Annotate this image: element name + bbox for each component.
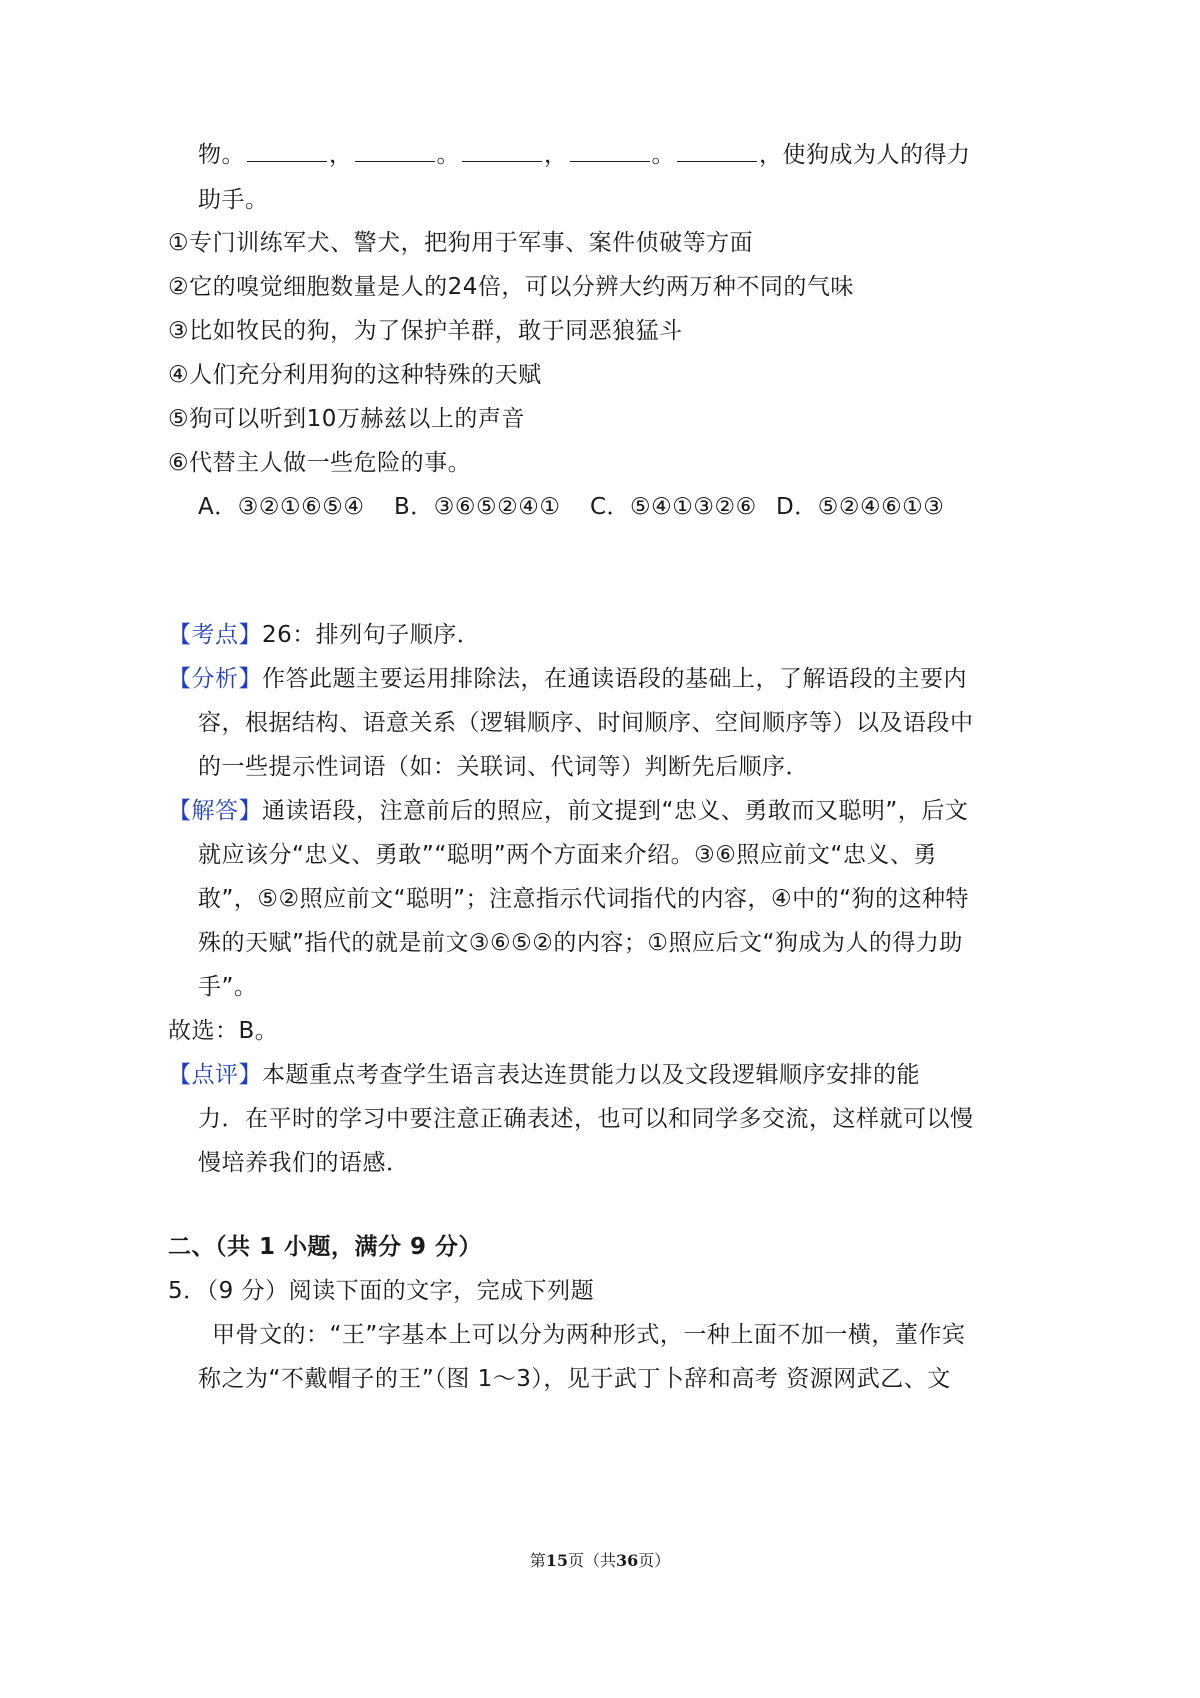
fenxi-tag: 【分析】 xyxy=(168,666,262,692)
answer-blank-1 xyxy=(247,141,327,162)
jieda-tag: 【解答】 xyxy=(168,798,262,824)
option-b: B．③⑥⑤②④① xyxy=(394,494,561,520)
question-4-continuation-line-1: 物。 ， 。 ， 。 ，使狗成为人的得力 xyxy=(198,142,971,168)
question-5-title: 5．（9 分）阅读下面的文字，完成下列题 xyxy=(168,1278,595,1304)
fenxi-line-3: 的一些提示性词语（如：关联词、代词等）判断先后顺序． xyxy=(198,754,809,780)
dianping-line-1: 【点评】本题重点考查学生语言表达连贯能力以及文段逻辑顺序安排的能 xyxy=(168,1062,920,1088)
sentence-item-1: ①专门训练军犬、警犬，把狗用于军事、案件侦破等方面 xyxy=(168,230,754,256)
fenxi-line-2: 容，根据结构、语意关系（逻辑顺序、时间顺序、空间顺序等）以及语段中 xyxy=(198,710,974,736)
question-5-passage-line-2: 称之为“不戴帽子的王”（图 1～3），见于武丁卜辞和高考 资源网武乙、文 xyxy=(198,1366,951,1392)
total-page-count: 36 xyxy=(616,1551,639,1570)
kaodian-text: 26：排列句子顺序． xyxy=(262,622,481,648)
kaodian-line xyxy=(168,620,480,650)
current-page-number: 15 xyxy=(545,1551,568,1570)
page-footer: 第15页（共36页） xyxy=(529,1551,671,1570)
answer-options xyxy=(198,492,944,522)
question-5-passage-line-1: 甲骨文的：“王”字基本上可以分为两种形式，一种上面不加一横，董作宾 xyxy=(212,1322,966,1348)
dianping-line-2: 力．在平时的学习中要注意正确表述，也可以和同学多交流，这样就可以慢 xyxy=(198,1106,974,1132)
jieda-line-3: 敢”，⑤②照应前文“聪明”；注意指示代词指代的内容，④中的“狗的这种特 xyxy=(198,886,970,912)
dianping-line-3: 慢培养我们的语感． xyxy=(198,1150,410,1176)
answer-blank-4 xyxy=(570,141,650,162)
sentence-item-5: ⑤狗可以听到10万赫兹以上的声音 xyxy=(168,406,525,432)
answer-blank-3 xyxy=(462,141,542,162)
fenxi-line-1: 【分析】作答此题主要运用排除法，在通读语段的基础上，了解语段的主要内 xyxy=(168,666,967,692)
option-a: A．③②①⑥⑤④ xyxy=(198,494,365,520)
kaodian-tag: 【考点】 xyxy=(168,622,262,648)
sentence-item-3: ③比如牧民的狗，为了保护羊群，敢于同恶狼猛斗 xyxy=(168,318,683,344)
answer-blank-5 xyxy=(677,141,757,162)
sentence-item-4: ④人们充分利用狗的这种特殊的天赋 xyxy=(168,362,542,388)
sentence-item-6: ⑥代替主人做一些危险的事。 xyxy=(168,450,472,476)
option-d: D．⑤②④⑥①③ xyxy=(776,494,945,520)
jieda-line-1: 【解答】通读语段，注意前后的照应，前文提到“忠义、勇敢而又聪明”，后文 xyxy=(168,798,969,824)
guxuan-line: 故选：B。 xyxy=(168,1018,279,1044)
jieda-line-4: 殊的天赋”指代的就是前文③⑥⑤②的内容；①照应后文“狗成为人的得力助 xyxy=(198,930,963,956)
jieda-line-2: 就应该分“忠义、勇敢”“聪明”两个方面来介绍。③⑥照应前文“忠义、勇 xyxy=(198,842,937,868)
section-2-heading: 二、（共 1 小题，满分 9 分） xyxy=(168,1234,483,1260)
option-c: C．⑤④①③②⑥ xyxy=(590,494,757,520)
sentence-item-2: ②它的嗅觉细胞数量是人的24倍，可以分辨大约两万种不同的气味 xyxy=(168,274,854,300)
dianping-tag: 【点评】 xyxy=(168,1062,262,1088)
jieda-line-5: 手”。 xyxy=(198,974,258,1000)
question-4-continuation-line-2: 助手。 xyxy=(198,187,269,213)
answer-blank-2 xyxy=(355,141,435,162)
